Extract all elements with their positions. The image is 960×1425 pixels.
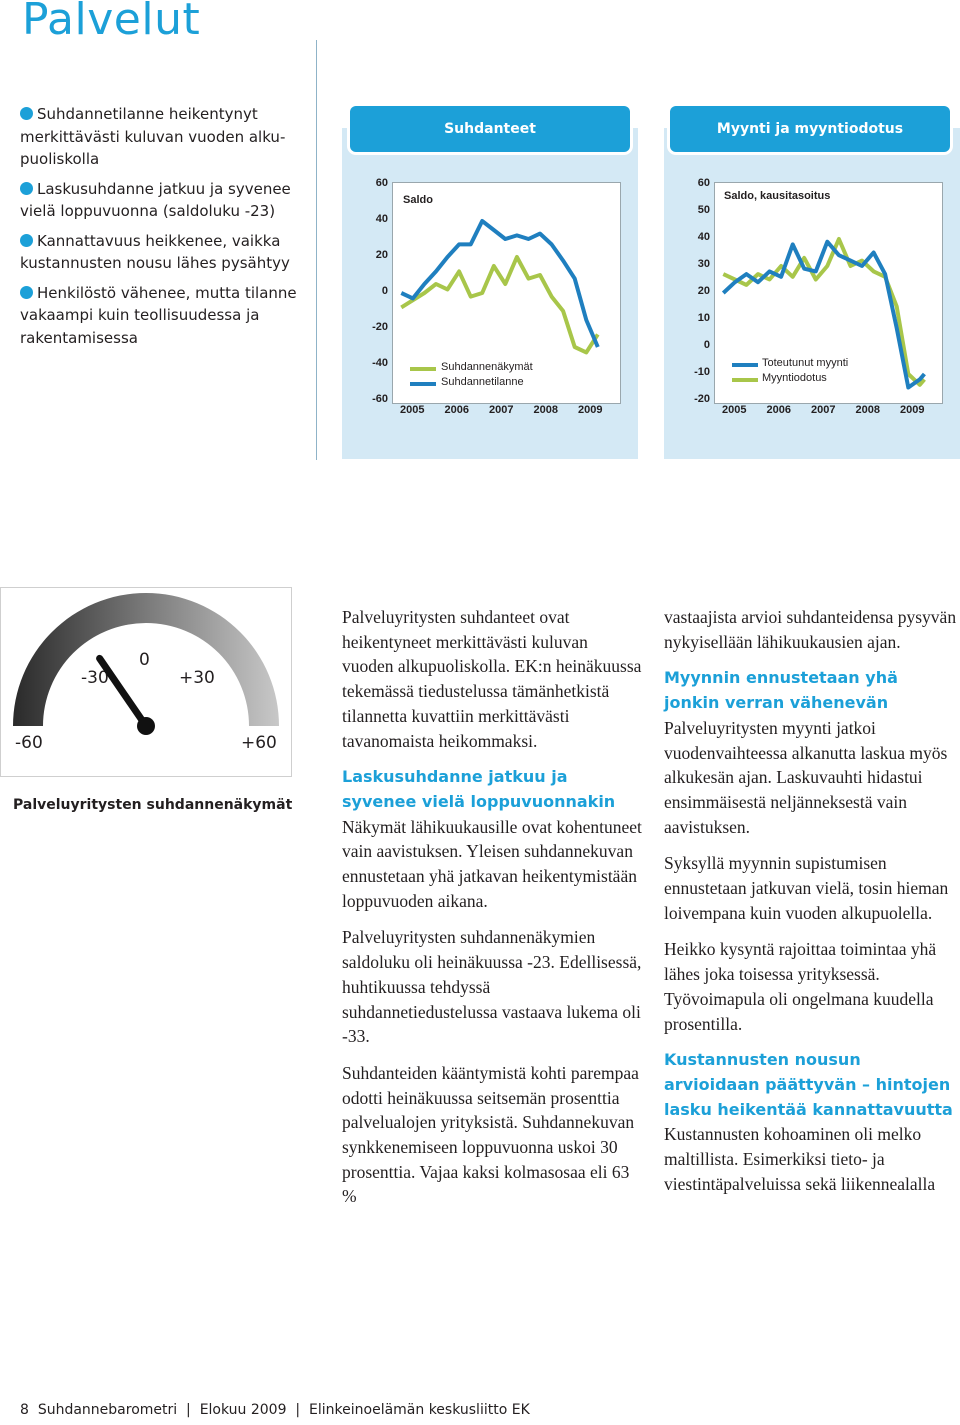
paragraph: Palveluyritysten suhdannenäkymien saldoluku oli heinäkuussa -23. Edellisessä, huhtikuussa tehdyssä suhdannetiedustelussa vastaava lukema oli -33.: [342, 927, 642, 1047]
y-tick-label: -20: [372, 321, 388, 333]
bullet-dot-icon: [20, 286, 33, 299]
key-point: [20, 282, 310, 350]
y-tick-label: 0: [381, 285, 388, 297]
outlook-gauge: [0, 587, 292, 777]
paragraph: Suhdanteiden kääntymistä kohti parempaa odotti heinäkuussa seitsemän prosenttia palvelualojen yrityksistä. Suhdannekuvan synkkenemiseen loppuvuonna uskoi 30 prosenttia. Vajaa kaksi kolmasosaa eli 63 %: [342, 1062, 639, 1207]
y-tick-label: -20: [694, 393, 710, 405]
key-point-text: Henkilöstö vähenee, mutta tilanne vakaampi kuin teollisuudessa ja rakentamisessa: [20, 283, 297, 347]
x-tick-label: 2008: [533, 404, 558, 416]
bullet-dot-icon: [20, 234, 33, 247]
chart-title-myynti: Myynti ja myyntiodotus: [670, 106, 950, 152]
legend-label: Toteutunut myynti: [762, 357, 849, 369]
x-tick-label: 2005: [400, 404, 425, 416]
y-tick-label: 40: [697, 231, 710, 243]
bullet-dot-icon: [20, 182, 33, 195]
chart-plot-myynti: [714, 182, 943, 404]
y-tick-label: -40: [372, 357, 388, 369]
key-point-text: Kannattavuus heikkenee, vaikka kustannusten nousu lähes pysähtyy: [20, 231, 290, 272]
y-axis-label-suhdanteet: Saldo: [403, 194, 433, 206]
column-divider: [316, 40, 317, 460]
legend-entry-nakymat: [441, 361, 533, 373]
paragraph: Kustannusten kohoaminen oli melko maltillista. Esimerkiksi tieto- ja viestintäpalveluissa sekä liikennealalla: [664, 1124, 936, 1194]
x-tick-label: 2007: [489, 404, 514, 416]
y-tick-label: 20: [375, 249, 388, 261]
y-tick-label: 60: [697, 177, 710, 189]
paragraph: Palveluyritysten suhdanteet ovat heikentyneet merkittävästi kuluvan vuoden alkupuoliskolla. EK:n heinäkuussa tekemässä tiedustelussa tämänhetkistä tilannetta kuvattiin merkittävästi tavanomaista heikommaksi.: [342, 607, 642, 751]
y-axis-label-myynti: Saldo, kausitasoitus: [724, 190, 831, 202]
gauge-label-plus30: +30: [179, 668, 215, 688]
gauge-label-minus60: -60: [15, 733, 43, 753]
publication-date: Elokuu 2009: [199, 1402, 287, 1418]
gauge-hub: [137, 717, 155, 735]
y-tick-label: 50: [697, 204, 710, 216]
x-tick-label: 2005: [722, 404, 747, 416]
legend-entry-odotus: [762, 372, 827, 384]
gauge-label-minus30: -30: [81, 668, 109, 688]
legend-label: Myyntiodotus: [762, 372, 827, 384]
legend-entry-tilanne: [441, 376, 524, 388]
gauge-caption: Palveluyritysten suhdannenäkymät: [13, 797, 293, 813]
publisher-name: Elinkeinoelämän keskusliitto EK: [309, 1402, 530, 1418]
x-tick-label: 2009: [900, 404, 925, 416]
x-tick-label: 2008: [855, 404, 880, 416]
y-tick-label: 10: [697, 312, 710, 324]
y-tick-label: -60: [372, 393, 388, 405]
x-tick-label: 2006: [766, 404, 791, 416]
paragraph: Heikko kysyntä rajoittaa toimintaa yhä lähes joka toisessa yrityksessä. Työvoimapula oli ongelmana kuudella prosentilla.: [664, 939, 937, 1034]
line-chart-myynti: [715, 183, 942, 403]
legend-label: Suhdannenäkymät: [441, 361, 533, 373]
y-tick-label: 20: [697, 285, 710, 297]
x-tick-label: 2007: [811, 404, 836, 416]
y-tick-label: 0: [703, 339, 710, 351]
key-point-text: Laskusuhdanne jatkuu ja syvenee vielä loppuvuonna (saldoluku -23): [20, 179, 291, 220]
y-tick-label: 40: [375, 213, 388, 225]
subheading: Laskusuhdanne jatkuu ja syvenee vielä loppuvuonnakin: [342, 767, 616, 811]
gauge-dial: [1, 588, 291, 776]
paragraph: Palveluyritysten myynti jatkoi vuodenvaihteessa alkanutta laskua myös alkukesän ajan. Laskuvauhti hidastui ensimmäisestä neljänneksestä vain aavistuksen.: [664, 717, 948, 837]
gauge-label-zero: 0: [139, 650, 150, 670]
y-tick-label: 60: [375, 177, 388, 189]
page-number: 8: [20, 1402, 29, 1418]
paragraph: Näkymät lähikuukausille ovat kohentuneet vain aavistuksen. Yleisen suhdannekuvan ennustetaan yhä jatkavan heikentymistään loppuvuoden aikana.: [342, 816, 642, 911]
key-point: [20, 230, 310, 275]
key-point-text: Suhdannetilanne heikentynyt merkittävästi kuluvan vuoden alku-puoliskolla: [20, 105, 286, 168]
gauge-label-plus60: +60: [241, 733, 277, 753]
chart-title-suhdanteet: Suhdanteet: [350, 106, 630, 152]
paragraph: Syksyllä myynnin supistumisen ennustetaan jatkuvan vielä, tosin hieman loivempana kuin vuoden alkupuolella.: [664, 853, 949, 923]
page-title: Palvelut: [22, 0, 201, 45]
paragraph: vastaajista arvioi suhdanteidensa pysyvän nykyisellään lähikuukausien ajan.: [664, 607, 957, 652]
y-tick-label: -10: [694, 366, 710, 378]
key-point: [20, 178, 310, 223]
key-points-list: [20, 103, 310, 356]
bullet-dot-icon: [20, 107, 33, 120]
subheading: Myynnin ennustetaan yhä jonkin verran vähenevän: [664, 668, 898, 713]
legend-entry-toteutunut: [762, 357, 848, 369]
legend-label: Suhdannetilanne: [441, 376, 524, 388]
publication-name: Suhdannebarometri: [37, 1402, 178, 1418]
article-column-1: [342, 605, 642, 1221]
key-point: [20, 103, 310, 171]
x-tick-label: 2006: [444, 404, 469, 416]
y-tick-label: 30: [697, 258, 710, 270]
article-column-2: [664, 605, 958, 1208]
page-footer: 8 Suhdannebarometri | Elokuu 2009 | Elinkeinoelämän keskusliitto EK: [20, 1402, 530, 1418]
x-tick-label: 2009: [578, 404, 603, 416]
subheading: Kustannusten nousun arvioidaan päättyvän – hintojen lasku heikentää kannattavuutta: [664, 1050, 953, 1119]
